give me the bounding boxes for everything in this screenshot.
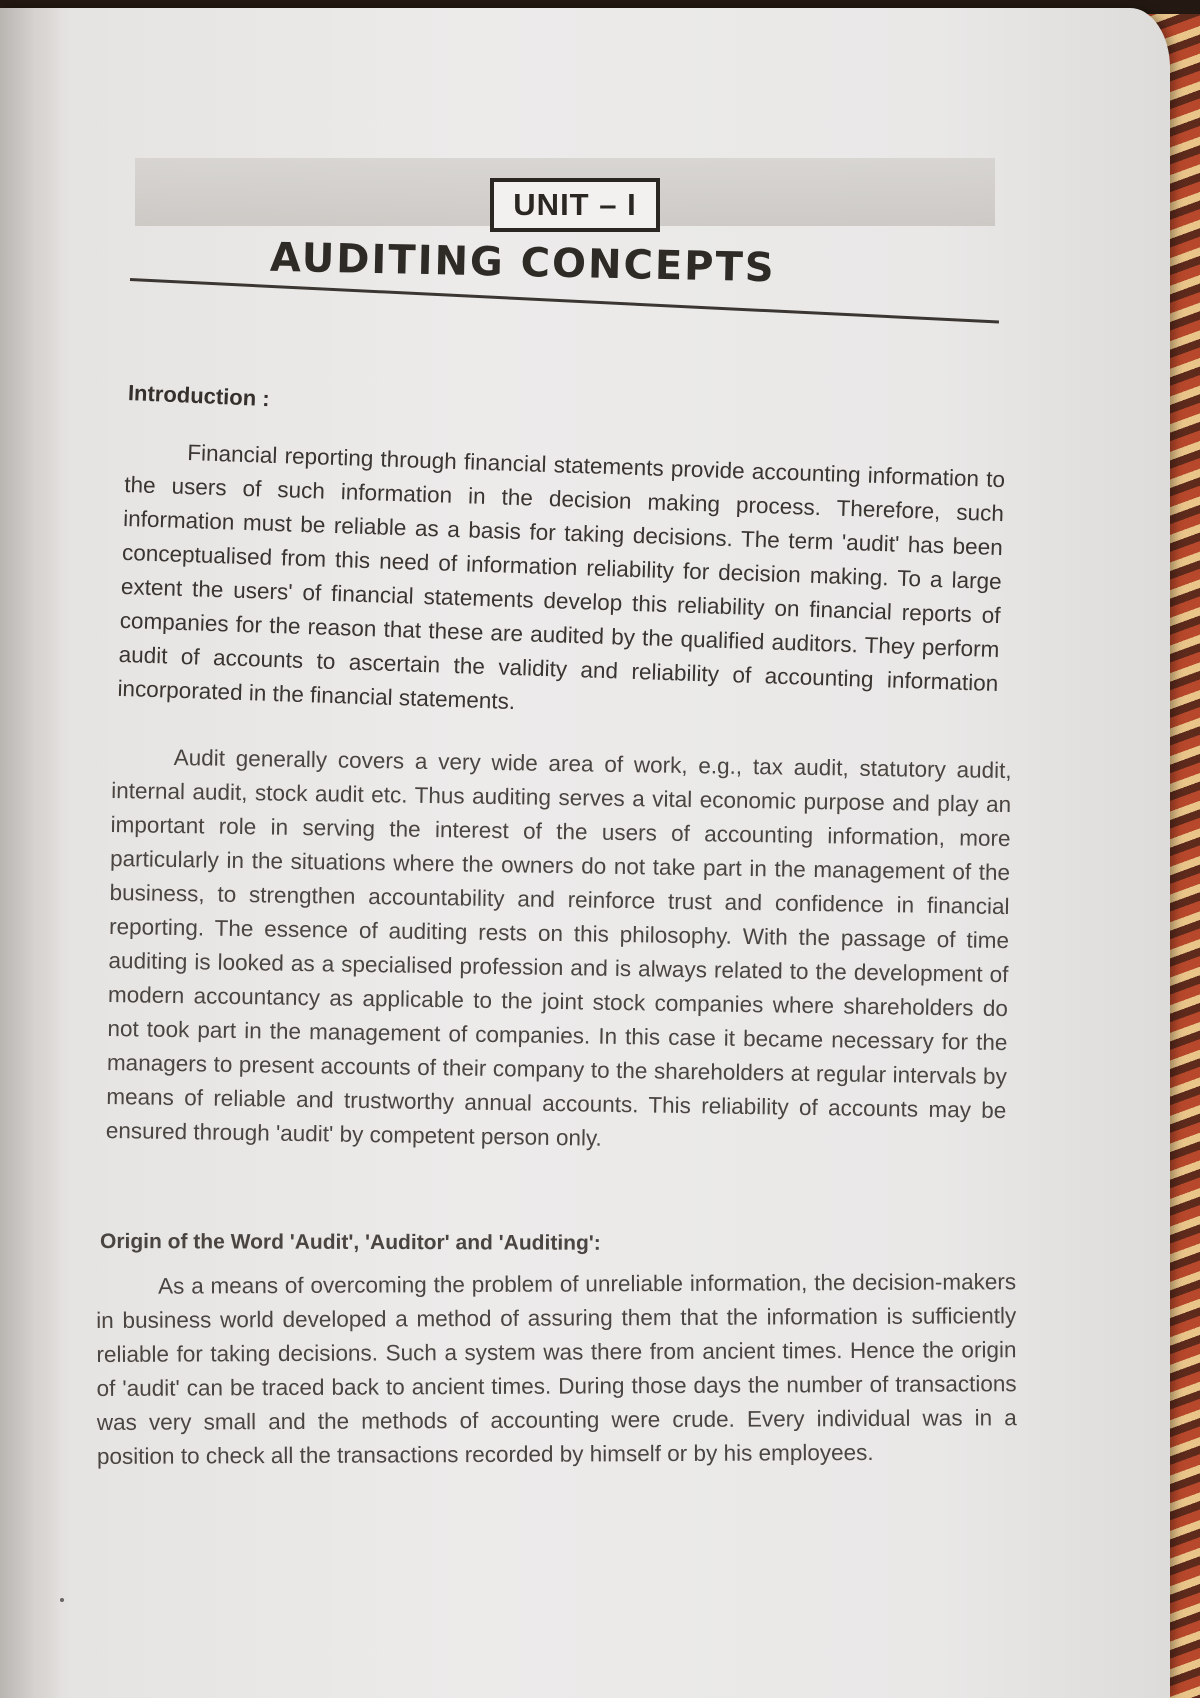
origin-paragraph-1 — [96, 1265, 1017, 1474]
origin-heading: Origin of the Word 'Audit', 'Auditor' and 'Auditing': — [99, 1230, 601, 1255]
introduction-heading: Introduction : — [127, 380, 271, 412]
introduction-paragraph-1 — [117, 434, 1006, 735]
chapter-title: AUDITING CONCEPTS — [269, 234, 777, 292]
paragraph-text: Audit generally covers a very wide area of work, e.g., tax audit, statutory audit, internal audit, stock audit etc. Thus auditing serves a vital economic purpose and play an important role in serving the interest of the users of accounting information, more particularly in the situations where the owners do not take part in the management of the business, to strengthen accountability and reinforce trust and confidence in financial reporting. The essence of auditing rests on this philosophy. With the passage of time auditing is looked as a specialised profession and is always related to the development of modern accountancy as applicable to the joint stock companies where shareholders do not took part in the management of companies. In this case it became necessary for the managers to present accounts of their company to the shareholders at regular intervals by means of reliable and trustworthy annual accounts. This reliability of accounts may be ensured through 'audit' by competent person only. — [105, 744, 1012, 1151]
unit-label: UNIT – I — [490, 178, 660, 232]
paragraph-text: As a means of overcoming the problem of unreliable information, the decision-makers in business world developed a method of assuring them that the information is sufficiently reliable for taking decisions. Such a system was there from ancient times. Hence the origin of 'audit' can be traced back to ancient times. During those days the number of transactions was very small and the methods of accounting were crude. Every individual was in a position to check all the transactions recorded by himself or by his employees. — [96, 1269, 1017, 1469]
paragraph-text: Financial reporting through financial statements provide accounting information to the users of such information in the decision making process. Therefore, such information must be reliable as a basis for taking decisions. The term 'audit' has been conceptualised from this need of information reliability for decision making. To a large extent the users' of financial statements develop this reliability on financial reports of companies for the reason that these are audited by the qualified auditors. They perform audit of accounts to ascertain the validity and reliability of accounting information incorporated in the financial statements. — [117, 440, 1006, 715]
page-speck — [60, 1598, 64, 1602]
introduction-paragraph-2 — [106, 740, 1012, 1162]
page-gutter — [0, 8, 60, 1698]
book-page — [0, 8, 1170, 1698]
